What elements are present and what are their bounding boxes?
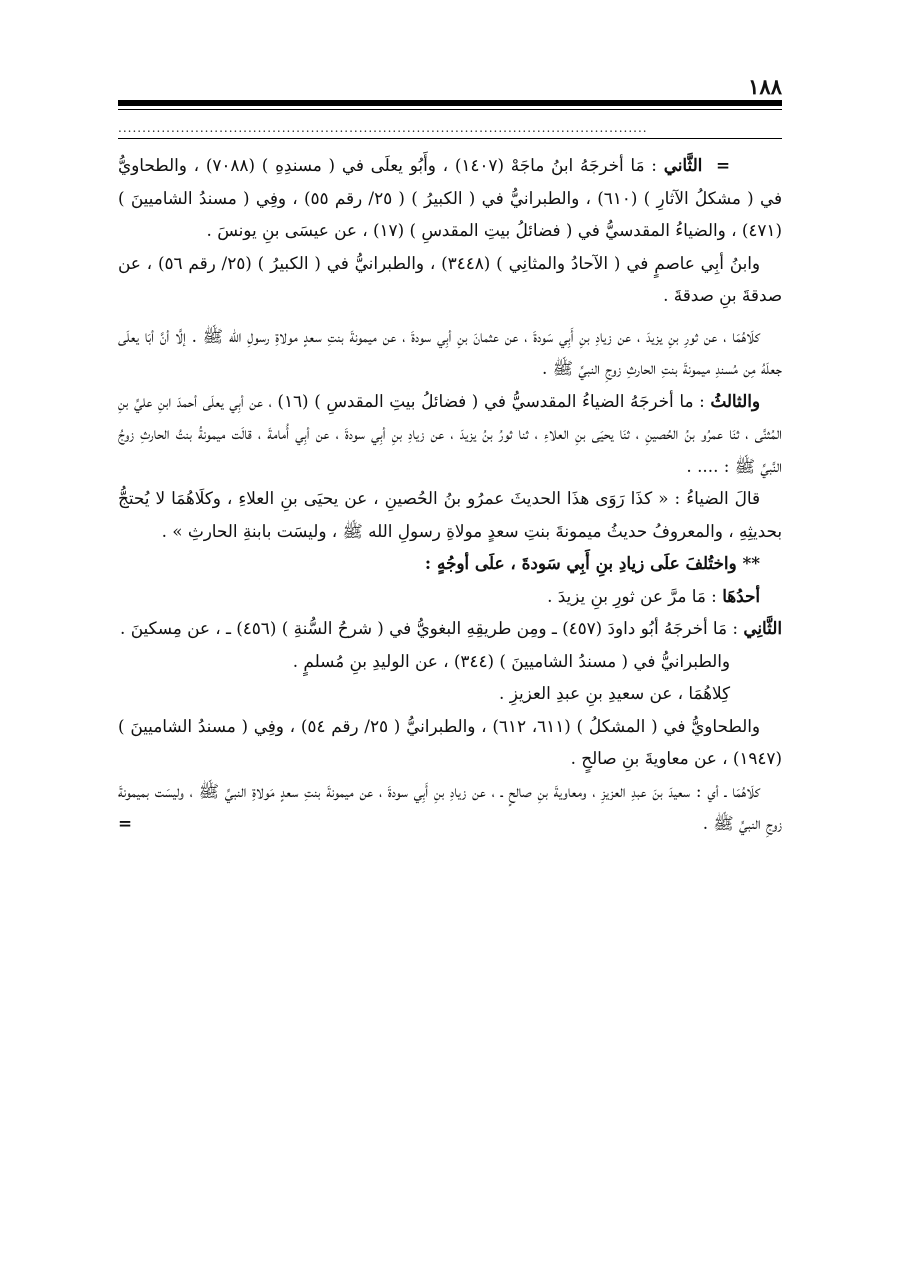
paragraph-lead: الثَّانِي (743, 618, 782, 638)
paragraph-text: والطبرانيُّ في ( مسندُ الشاميينَ ) (٣٤٤) ، عن الوليدِ بنِ مُسلمٍ . (292, 650, 730, 671)
page-header (118, 70, 782, 100)
paragraph-4 (118, 385, 782, 483)
paragraph-text: : مَا مرَّ عن ثورِ بنِ يزيدَ . (547, 585, 723, 606)
dotted-separator: .............................................................................................................. (118, 122, 648, 135)
paragraph-7 (118, 580, 782, 613)
paragraph-lead: والثالثُ (710, 390, 760, 411)
header-rule-thick (118, 100, 782, 106)
paragraph-text: كلَاهُمَا ـ أي : سعيدَ بنَ عبدِ العزيزِ ، ومعاويةَ بنِ صالحٍ ـ ، عن زيادِ بنِ أَبِي سودةَ ، عن ميمونةَ بنتِ سعدٍ مَولاةِ النبيِّ ﷺ ، وليسَت بميمونةَ زوجِ النبيِّ ﷺ . (118, 780, 782, 833)
paragraph-lead: أحدُهَا (722, 585, 760, 606)
paragraph-3 (118, 320, 782, 385)
paragraph-text: والطحاويُّ في ( المشكلُ ) (٦١١، ٦١٢) ، والطبرانيُّ ( ٢٥/ رقم ٥٤) ، وفِي ( مسندُ الشاميينَ ) (١٩٤٧) ، عن معاويةَ بنِ صالحٍ . (118, 715, 782, 768)
page-body (118, 149, 782, 840)
paragraph-8 (118, 612, 782, 645)
paragraph-11 (118, 710, 782, 775)
continuation-marker: = (715, 155, 730, 175)
paragraph-6 (118, 547, 782, 580)
paragraph-5 (118, 482, 782, 547)
paragraph-10 (118, 677, 782, 710)
paragraph-lead: الثَّاني (663, 155, 703, 175)
book-page (118, 70, 782, 840)
paragraph-text: : ما أخرجَهُ الضياءُ المقدسيُّ في ( فضائلُ بيتِ المقدسِ ) (١٦) ، عن أبِي يعلَى أحمدَ ابنِ عليِّ بنِ المُثنَّى ، ثنَا عمرُو بنُ الحُصينِ ، ثنَا يحيَى بنِ العلاءِ ، ثنا ثورُ بنُ يزيدَ ، عن زيادِ بنِ أبِي سودةَ ، عن أبِي أُمامةَ ، قالَت ميمونةُ بنتُ الحارثِ زوجُ النَّبيِّ ﷺ : .... . (118, 390, 782, 476)
page-number: ١٨٨ (748, 74, 782, 99)
continuation-marker-end: = (118, 813, 133, 833)
footnote-rule (118, 138, 782, 139)
header-rule-thin (118, 109, 782, 110)
paragraph-1 (118, 149, 782, 247)
paragraph-9 (118, 645, 782, 678)
paragraph-2 (118, 247, 782, 312)
paragraph-text: كلَاهُمَا ، عن ثورِ بنِ يزيدَ ، عن زيادِ بنِ أَبِي سَودةَ ، عن عثمانَ بنِ أبِي سودةَ ، عن ميمونةَ بنتِ سعدٍ مولاةِ رسولِ الله ﷺ . إلَّا أنَّ أبَا يعلَى جعلَهُ مِن مُسندِ ميمونةَ بنتِ الحارثِ زوجِ النبيِّ ﷺ . (118, 325, 782, 378)
paragraph-text: : مَا أخرجَهُ ابنُ ماجَهْ (١٤٠٧) ، وأَبُو يعلَى في ( مسندِهِ ) (٧٠٨٨) ، والطحاويُّ في ( مشكلُ الآثارِ ) (٦١٠) ، والطبرانيُّ في ( الكبيرُ ) ( ٢٥/ رقم ٥٥) ، وفِي ( مسندُ الشاميينَ ) (٤٧١) ، والضياءُ المقدسيُّ في ( فضائلُ بيتِ المقدسِ ) (١٧) ، عن عيسَى بنِ يونسَ . (118, 155, 782, 240)
paragraph-lead: ** واختُلفَ علَى زيادِ بنِ أَبِي سَودةَ ، علَى أوجُهٍ : (424, 553, 760, 573)
paragraph-text: وابنُ أبِي عاصمٍ في ( الآحادُ والمثانِي ) (٣٤٤٨) ، والطبرانيُّ في ( الكبيرُ ) (٢٥/ رقم ٥٦) ، عن صدقةَ بنِ صدقةَ . (118, 252, 782, 305)
paragraph-text: كِلاهُمَا ، عن سعيدِ بنِ عبدِ العزيزِ . (499, 683, 730, 703)
paragraph-text: قالَ الضياءُ : « كذَا رَوَى هذَا الحديثَ عمرُو بنُ الحُصينِ ، عن يحيَى بنِ العلاءِ ، وكلَاهُمَا لا يُحتجُّ بحديثِهِ ، والمعروفُ حديثُ ميمونةَ بنتِ سعدٍ مولاةِ رسولِ الله ﷺ ، وليسَت بابنةِ الحارثِ » . (118, 488, 782, 541)
paragraph-text: : مَا أخرجَهُ أبُو داودَ (٤٥٧) ـ ومِن طريقِهِ البغويُّ في ( شرحُ السُّنةِ ) (٤٥٦) ـ ، عن مِسكينَ . (120, 618, 744, 638)
paragraph-12 (118, 775, 782, 840)
